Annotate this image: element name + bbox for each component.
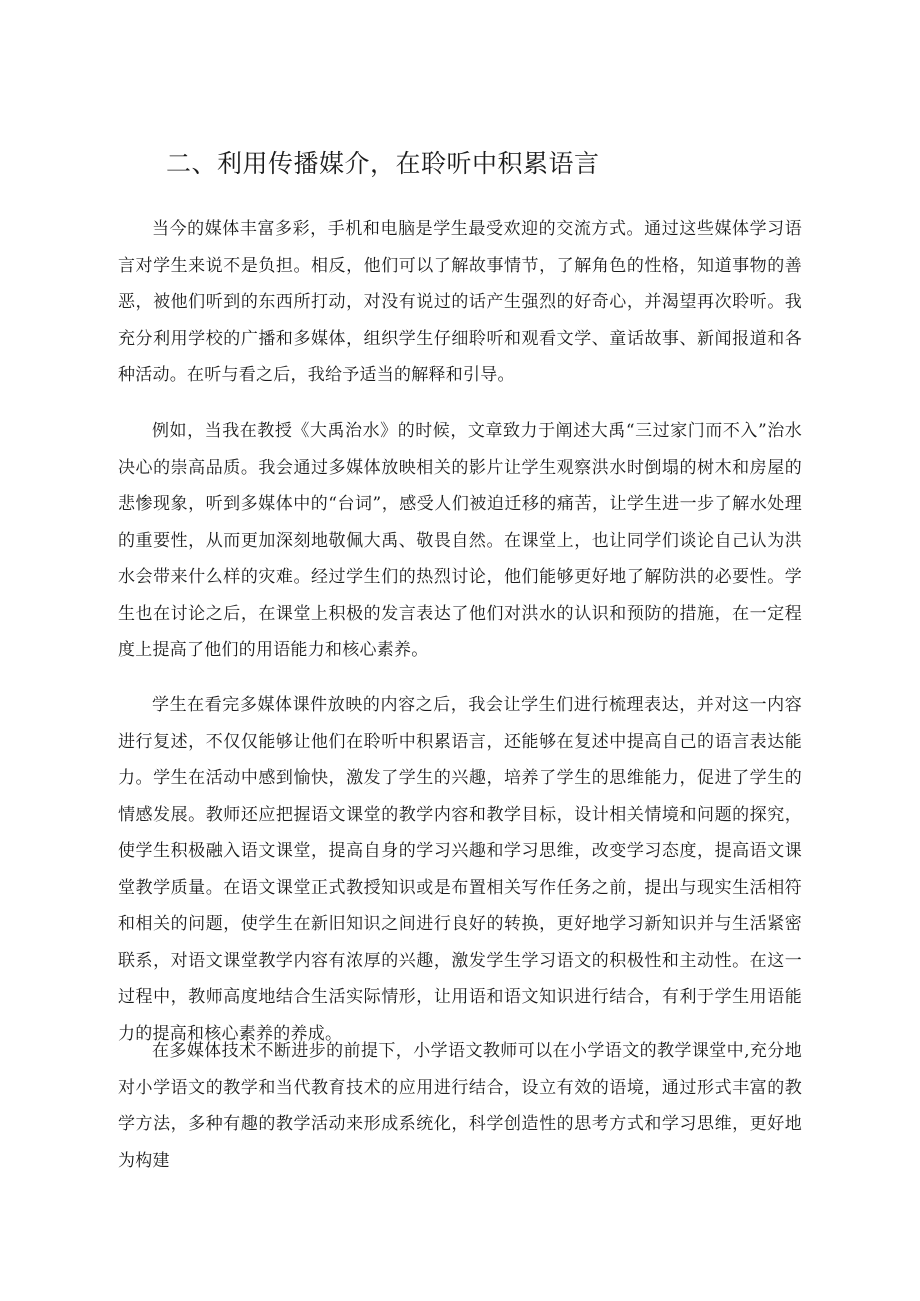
paragraph-multimedia-integration: 在多媒体技术不断进步的前提下，小学语文教师可以在小学语文的教学课堂中,充分地对小学语文的教学和当代教育技术的应用进行结合，设立有效的语境，通过形式丰富的教学方法，多种有趣的教学活动来形成系统化，科学创造性的思考方式和学习思维，更好地为构建: [118, 1041, 802, 1171]
paragraph-media-benefits: 当今的媒体丰富多彩，手机和电脑是学生最受欢迎的交流方式。通过这些媒体学习语言对学生来说不是负担。相反，他们可以了解故事情节，了解角色的性格，知道事物的善恶，被他们听到的东西所打动，对没有说过的话产生强烈的好奇心，并渴望再次聆听。我充分利用学校的广播和多媒体，组织学生仔细聆听和观看文学、童话故事、新闻报道和各种活动。在听与看之后，我给予适当的解释和引导。: [118, 219, 802, 385]
paragraph-retelling-practice: 学生在看完多媒体课件放映的内容之后，我会让学生们进行梳理表达，并对这一内容进行复述，不仅仅能够让他们在聆听中积累语言，还能够在复述中提高自己的语言表达能力。学生在活动中感到愉快，激发了学生的兴趣，培养了学生的思维能力，促进了学生的情感发展。教师还应把握语文课堂的教学内容和教学目标，设计相关情境和问题的探究，使学生积极融入语文课堂，提高自身的学习兴趣和学习思维，改变学习态度，提高语文课堂教学质量。在语文课堂正式教授知识或是布置相关写作任务之前，提出与现实生活相符和相关的问题，使学生在新旧知识之间进行良好的转换，更好地学习新知识并与生活紧密联系，对语文课堂教学内容有浓厚的兴趣，激发学生学习语文的积极性和主动性。在这一过程中，教师高度地结合生活实际情形，让用语和语文知识进行结合，有利于学生用语能力的提高和核心素养的养成。: [118, 695, 802, 1044]
section-heading: 二、利用传播媒介，在聆听中积累语言: [166, 149, 600, 178]
paragraph-dayu-example: 例如，当我在教授《大禹治水》的时候，文章致力于阐述大禹“三过家门而不入”治水决心的崇高品质。我会通过多媒体放映相关的影片让学生观察洪水时倒塌的树木和房屋的悲惨现象，听到多媒体中的“台词”，感受人们被迫迁移的痛苦，让学生进一步了解水处理的重要性，从而更加深刻地敬佩大禹、敬畏自然。在课堂上，也让同学们谈论自己认为洪水会带来什么样的灾难。经过学生们的热烈讨论，他们能够更好地了解防洪的必要性。学生也在讨论之后，在课堂上积极的发言表达了他们对洪水的认识和预防的措施，在一定程度上提高了他们的用语能力和核心素养。: [118, 421, 802, 660]
